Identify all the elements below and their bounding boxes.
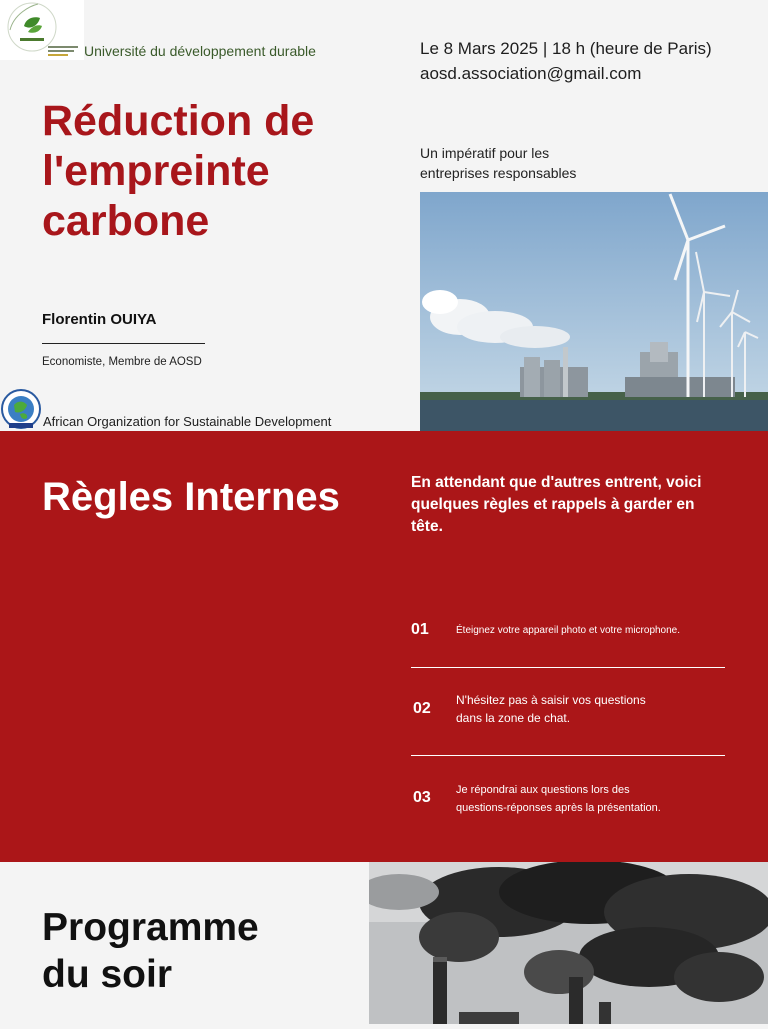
smokestack-pollution-photo <box>369 862 768 1024</box>
divider <box>411 667 725 668</box>
title-line: Réduction de <box>42 97 315 145</box>
rule-text <box>456 781 746 817</box>
university-logo <box>0 0 84 60</box>
page-title <box>42 96 382 246</box>
rule-text <box>456 622 736 640</box>
subtitle-line: entreprises responsables <box>420 165 577 181</box>
rule-number: 03 <box>413 789 431 806</box>
program-title <box>42 904 362 998</box>
program-continuation <box>42 1016 242 1024</box>
rule-text-line: questions-réponses après la présentation. <box>456 802 661 814</box>
rule-number: 01 <box>411 621 429 638</box>
event-date: Le 8 Mars 2025 | 18 h (heure de Paris) <box>420 39 712 58</box>
organization-name: African Organization for Sustainable Development <box>43 414 332 429</box>
rule-number: 02 <box>413 700 431 717</box>
divider <box>411 755 725 756</box>
rule-text-line: Éteignez votre appareil photo et votre microphone. <box>456 625 681 636</box>
divider <box>42 343 205 344</box>
subtitle-line: Un impératif pour les <box>420 145 550 161</box>
rule-text-line: dans la zone de chat. <box>456 711 571 725</box>
contact-email[interactable]: aosd.association@gmail.com <box>420 64 642 83</box>
speaker-role: Economiste, Membre de AOSD <box>42 356 202 368</box>
leaf-logo-icon <box>0 0 84 60</box>
rules-title: Règles Internes <box>42 475 340 519</box>
title-line: l'empreinte <box>42 147 270 195</box>
aosd-globe-logo-icon <box>0 388 42 430</box>
rule-text-line: Je répondrai aux questions lors des <box>456 784 630 796</box>
rule-text-line: N'hésitez pas à saisir vos questions <box>456 693 646 707</box>
program-title-line: Programme <box>42 906 259 949</box>
program-title-line: du soir <box>42 953 173 996</box>
title-line: carbone <box>42 197 210 245</box>
speaker-name: Florentin OUIYA <box>42 311 157 328</box>
rule-text <box>456 691 736 727</box>
wind-turbines-factory-photo <box>420 192 768 431</box>
rules-intro: En attendant que d'autres entrent, voici quelques règles et rappels à garder en tête. <box>411 474 702 535</box>
university-name: Université du développement durable <box>84 43 316 59</box>
